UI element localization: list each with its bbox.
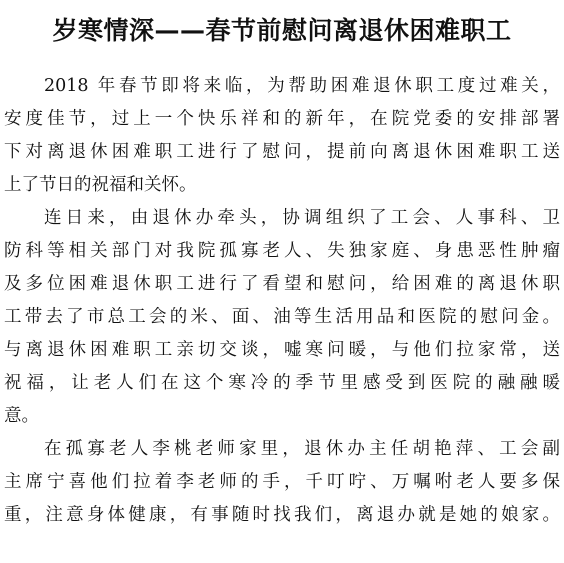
paragraph-1 — [4, 70, 560, 202]
paragraph-line: 重，注意身体健康，有事随时找我们，离退办就是她的娘家。 — [4, 505, 560, 525]
paragraph-line: 及多位困难退休职工进行了看望和慰问，给困难的离退休职 — [4, 274, 560, 294]
paragraph-line: 与离退休困难职工亲切交谈，嘘寒问暖，与他们拉家常，送 — [4, 340, 560, 360]
paragraph-line: 防科等相关部门对我院孤寡老人、失独家庭、身患恶性肿瘤 — [4, 241, 560, 261]
paragraph-2 — [4, 202, 560, 433]
paragraph-line: 意。 — [4, 406, 39, 426]
paragraph-line: 2018 年春节即将来临，为帮助困难退休职工度过难关， — [44, 76, 560, 96]
paragraph-line: 安度佳节，过上一个快乐祥和的新年，在院党委的安排部署 — [4, 109, 560, 129]
paragraph-3 — [4, 433, 560, 532]
paragraph-line: 在孤寡老人李桃老师家里，退休办主任胡艳萍、工会副 — [44, 439, 560, 459]
article-title: 岁寒情深——春节前慰问离退休困难职工 — [52, 16, 512, 45]
paragraph-line: 工带去了市总工会的米、面、油等生活用品和医院的慰问金。 — [4, 307, 560, 327]
paragraph-line: 祝福，让老人们在这个寒冷的季节里感受到医院的融融暖 — [4, 373, 560, 393]
paragraph-line: 连日来，由退休办牵头，协调组织了工会、人事科、卫 — [44, 208, 560, 228]
article-body — [4, 70, 560, 532]
paragraph-line: 上了节日的祝福和关怀。 — [4, 175, 197, 195]
paragraph-line: 下对离退休困难职工进行了慰问，提前向离退休困难职工送 — [4, 142, 560, 162]
paragraph-line: 主席宁喜他们拉着李老师的手，千叮咛、万嘱咐老人要多保 — [4, 472, 560, 492]
